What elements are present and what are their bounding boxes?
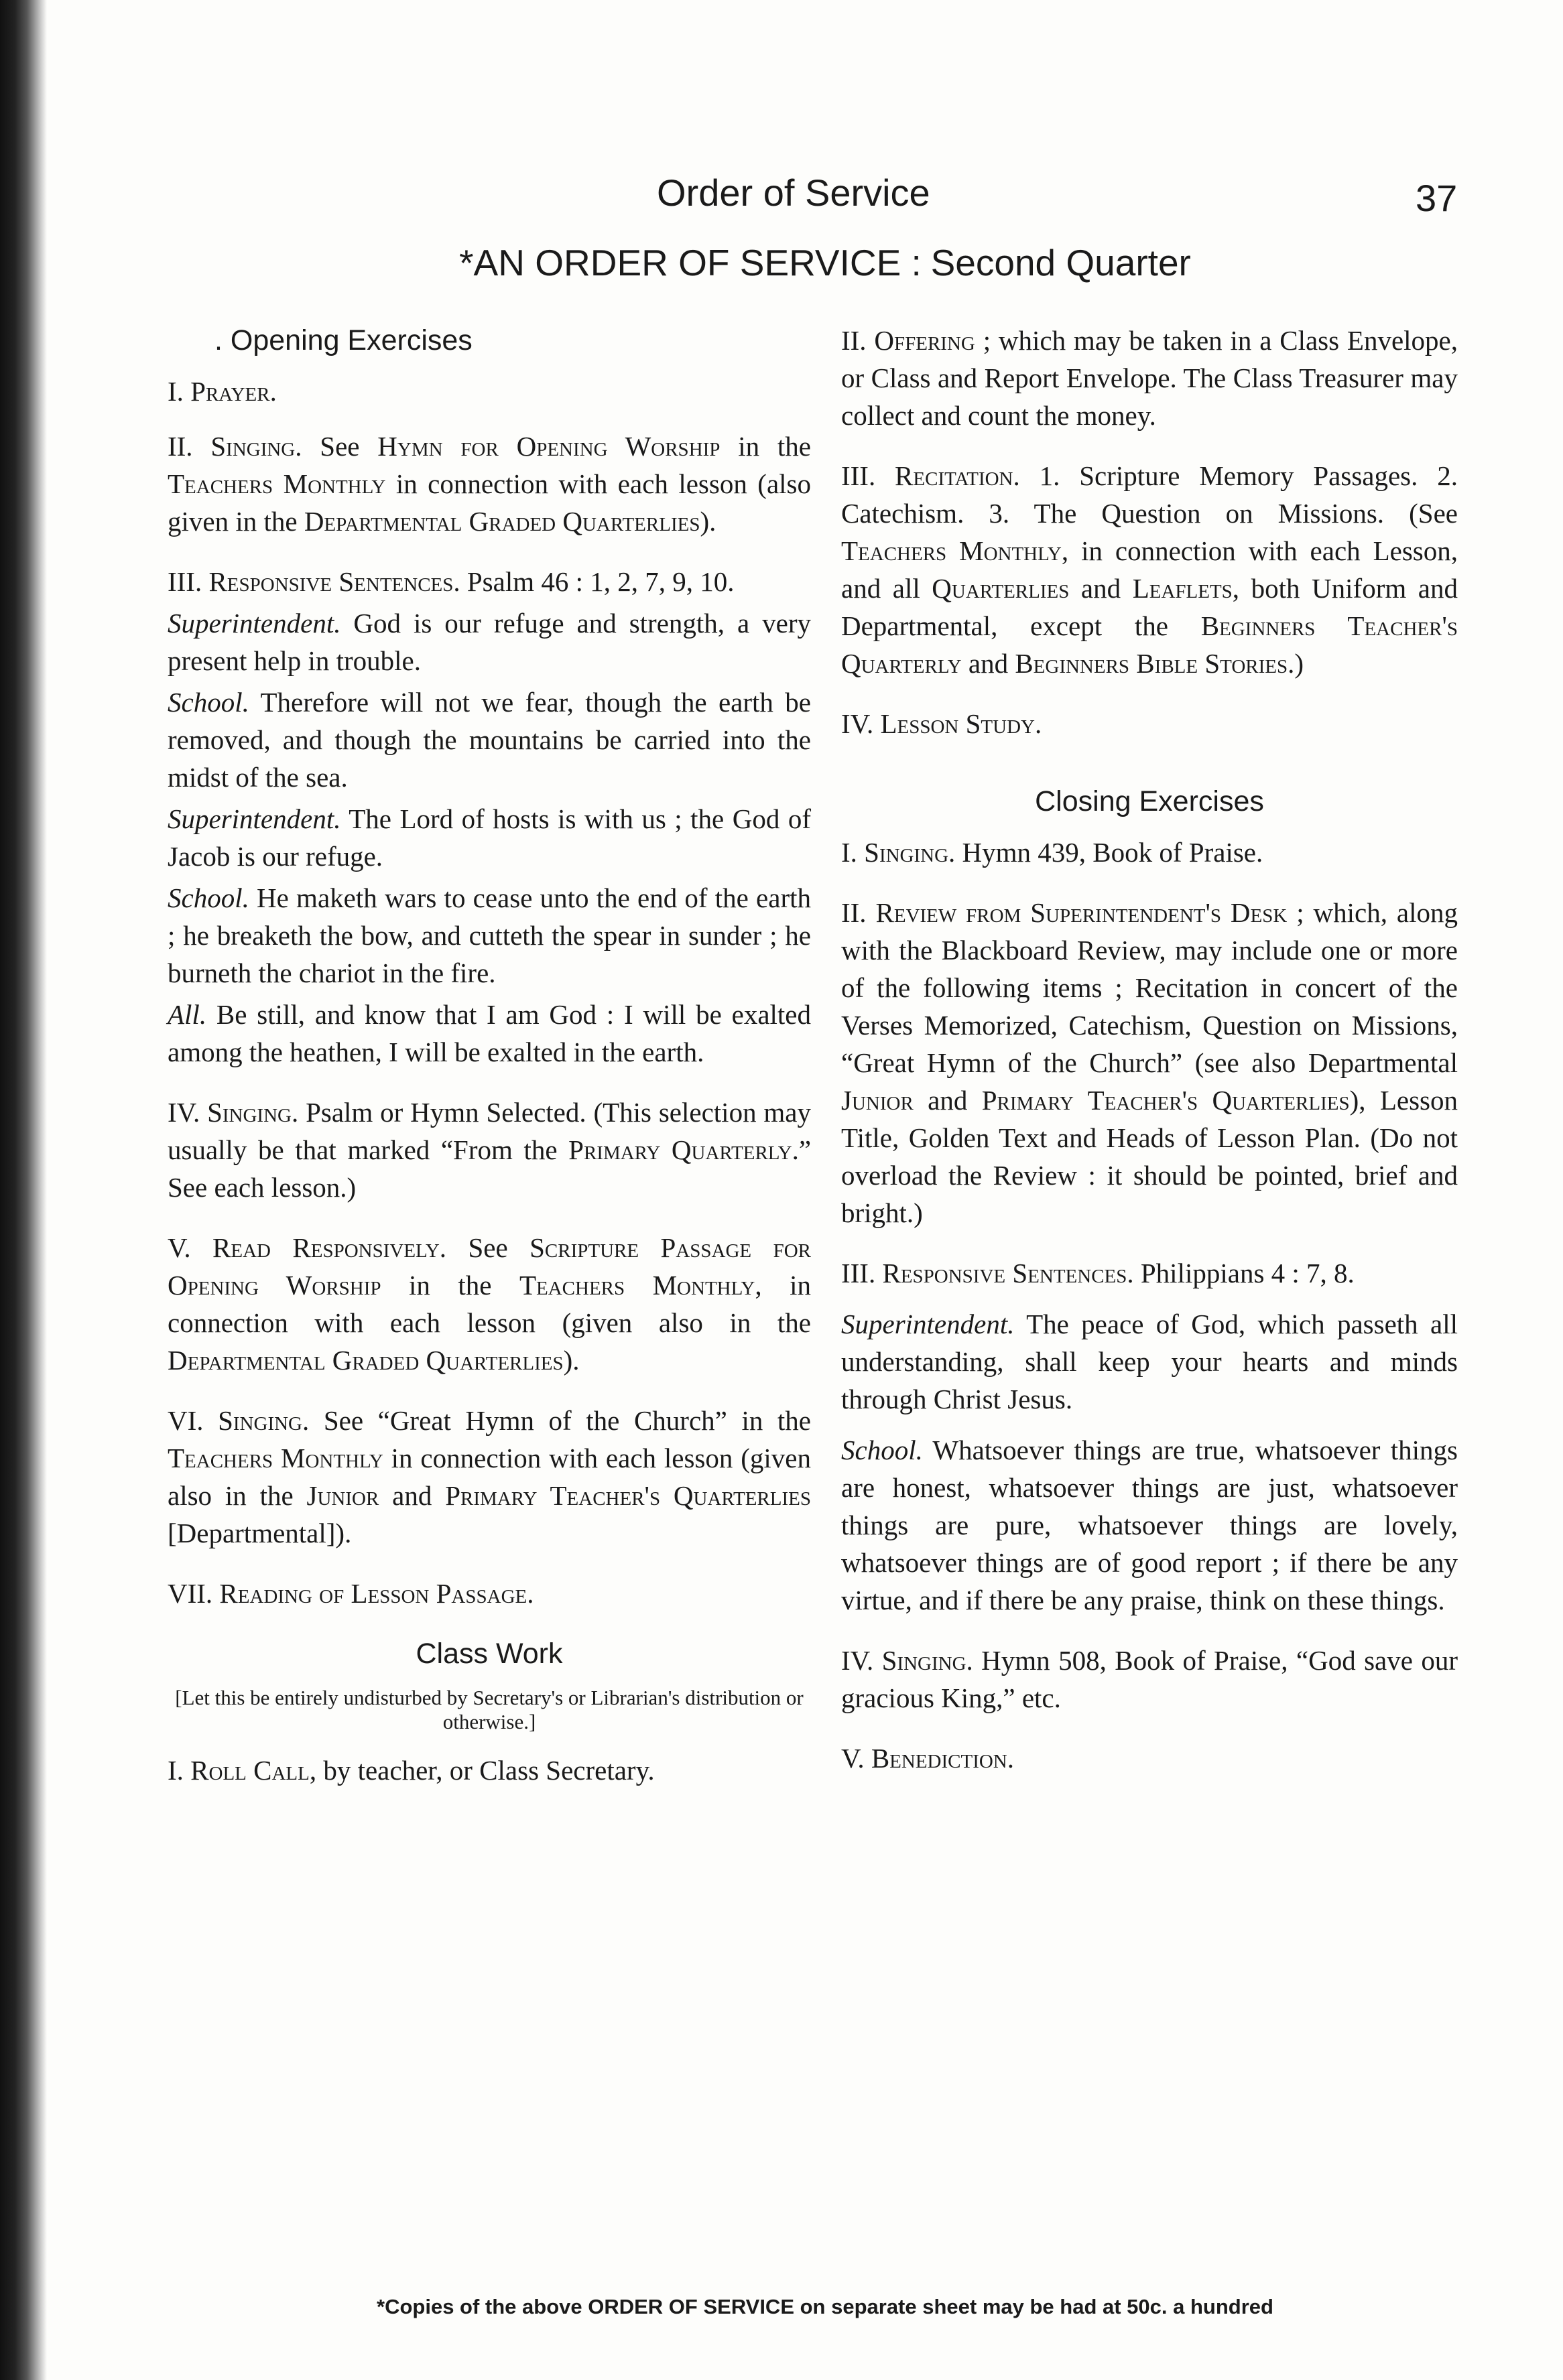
singing-item-3 bbox=[168, 1402, 811, 1552]
publication-ref: Departmental Graded Quarterlies bbox=[168, 1345, 564, 1376]
item-text: .” See each lesson.) bbox=[168, 1134, 812, 1203]
publication-ref: Scripture Passage for Opening Worship bbox=[168, 1232, 811, 1301]
publication-ref: Teachers Monthly bbox=[168, 1443, 383, 1473]
right-column bbox=[841, 322, 1458, 1800]
responsive-line bbox=[168, 604, 811, 679]
item-text: 1. Scripture Memory Passages. 2. Catechism. 3. The Question on Missions. (See bbox=[841, 460, 1458, 529]
line-text: Therefore will not we fear, though the earth be removed, and though the mountains be carried into the midst of the sea. bbox=[168, 687, 811, 793]
item-text: by teacher, or Class Secretary. bbox=[316, 1755, 655, 1786]
final-singing-item bbox=[841, 1642, 1458, 1717]
item-text: and bbox=[379, 1480, 446, 1511]
prayer-item bbox=[168, 373, 811, 410]
singing-item-2 bbox=[168, 1094, 811, 1206]
heading-bullet: . bbox=[214, 324, 223, 356]
read-responsively-item bbox=[168, 1229, 811, 1379]
item-text: in connection with each lesson (also given in the bbox=[168, 468, 811, 537]
lesson-study-item bbox=[841, 705, 1458, 742]
item-label: I. Roll Call, bbox=[168, 1755, 317, 1786]
item-text: .) bbox=[1288, 648, 1304, 679]
speaker: Superintendent. bbox=[168, 608, 341, 639]
item-text: , in connection with each Lesson, and all bbox=[841, 535, 1458, 604]
review-item bbox=[841, 894, 1458, 1232]
opening-exercises-heading bbox=[168, 322, 811, 359]
item-text: ; which may be taken in a Class Envelope, or Class and Report Envelope. The Class Treasurer may collect and count the money. bbox=[841, 325, 1458, 431]
item-text: and bbox=[1069, 573, 1133, 604]
item-label: II. Review from Superintendent's Desk bbox=[841, 897, 1288, 928]
responsive-sentences-item-2 bbox=[841, 1254, 1458, 1292]
item-text: See bbox=[302, 431, 378, 462]
item-label: IV. Singing. bbox=[841, 1645, 973, 1676]
item-text: ). bbox=[563, 1345, 580, 1376]
speaker: Superintendent. bbox=[168, 803, 341, 834]
responsive-line bbox=[168, 800, 811, 875]
reading-item bbox=[168, 1575, 811, 1612]
running-head bbox=[0, 171, 1563, 224]
publication-ref: Primary Teacher's Quarterlies bbox=[445, 1480, 811, 1511]
offering-item bbox=[841, 322, 1458, 434]
page-title bbox=[0, 241, 1563, 284]
responsive-line bbox=[168, 879, 811, 992]
item-text: and bbox=[913, 1085, 982, 1116]
item-label: IV. Lesson Study. bbox=[841, 708, 1042, 739]
speaker: Superintendent. bbox=[841, 1309, 1015, 1339]
item-label: III. Responsive Sentences. bbox=[168, 566, 460, 597]
item-label: VII. Reading of Lesson Passage. bbox=[168, 1578, 534, 1609]
heading-text: Opening Exercises bbox=[230, 324, 473, 356]
item-text: in the bbox=[381, 1270, 519, 1301]
item-text: ; which, along with the Blackboard Review, may include one or more of the following items ; Recitation in concert of the Verses Memorized, Catechism, Question on Missions, “Great Hymn of the Church” (see also Departmental bbox=[841, 897, 1458, 1078]
publication-ref: Junior bbox=[841, 1085, 914, 1116]
line-text: He maketh wars to cease unto the end of the earth ; he breaketh the bow, and cutteth the spear in sunder ; he burneth the chariot in the fire. bbox=[168, 882, 811, 988]
footnote: *Copies of the above ORDER OF SERVICE on separate sheet may be had at 50c. a hundred bbox=[377, 2295, 1273, 2318]
left-column bbox=[168, 322, 811, 1812]
publication-ref: Beginners Bible Stories bbox=[1015, 648, 1288, 679]
item-text: See “Great Hymn of the Church” in the bbox=[309, 1405, 812, 1436]
publication-ref: Quarterlies bbox=[932, 573, 1070, 604]
line-text: Be still, and know that I am God : I will be exalted among the heathen, I will be exalted in the earth. bbox=[168, 999, 811, 1067]
speaker: School. bbox=[168, 882, 249, 913]
publication-ref: Leaflets bbox=[1132, 573, 1233, 604]
singing-item-1 bbox=[168, 427, 811, 540]
page-title-subtitle: Second Quarter bbox=[930, 242, 1191, 283]
publication-ref: Primary Teacher's Quarterlies bbox=[981, 1085, 1350, 1116]
page-title-main: *AN ORDER OF SERVICE : bbox=[459, 242, 922, 283]
item-text: Hymn 508, Book of Praise, “God save our gracious King,” etc. bbox=[841, 1645, 1458, 1713]
item-text: ). bbox=[700, 506, 716, 537]
speaker: School. bbox=[168, 687, 249, 718]
publication-ref: Beginners Teacher's Quarterly bbox=[841, 610, 1458, 679]
line-text: The peace of God, which passeth all understanding, shall keep your hearts and minds through Christ Jesus. bbox=[841, 1309, 1458, 1414]
closing-exercises-heading: Closing Exercises bbox=[1035, 785, 1264, 817]
speaker: School. bbox=[841, 1435, 923, 1465]
publication-ref: Primary Quarterly bbox=[568, 1134, 792, 1165]
publication-ref: Teachers Monthly bbox=[168, 468, 386, 499]
item-label: V. Benediction. bbox=[841, 1743, 1014, 1774]
item-label: V. Read Responsively. bbox=[168, 1232, 447, 1263]
item-text: [Departmental]). bbox=[168, 1518, 352, 1548]
responsive-sentences-item-1 bbox=[168, 563, 811, 600]
line-text: Whatsoever things are true, whatsoever things are honest, whatsoever things are just, whatsoever things are pure, whatsoever things are lovely, whatsoever things are of good report ; if there be any virtue, and if there be any praise, think on these things. bbox=[841, 1435, 1458, 1615]
item-label: I. Prayer. bbox=[168, 376, 277, 407]
item-label: IV. Singing. bbox=[168, 1097, 299, 1128]
running-title: Order of Service bbox=[657, 172, 930, 214]
item-text: , in connection with each lesson (given also in the bbox=[168, 1270, 811, 1338]
scripture-ref: Psalm 46 : 1, 2, 7, 9, 10. bbox=[460, 566, 735, 597]
item-text: ), Lesson Title, Golden Text and Heads of Lesson Plan. (Do not overload the Review : it should be pointed, brief and bright.) bbox=[841, 1085, 1458, 1228]
line-text: The Lord of hosts is with us ; the God of Jacob is our refuge. bbox=[168, 803, 811, 872]
roll-call-item bbox=[168, 1751, 811, 1789]
scripture-ref: Philippians 4 : 7, 8. bbox=[1133, 1258, 1355, 1288]
class-work-heading: Class Work bbox=[416, 1638, 563, 1670]
item-text: in connection with each lesson (given also in the bbox=[168, 1443, 811, 1511]
item-label: III. Responsive Sentences. bbox=[841, 1258, 1134, 1288]
item-label: II. Singing. bbox=[168, 431, 302, 462]
item-text: Psalm or Hymn Selected. (This selection may usually be that marked “From the bbox=[168, 1097, 811, 1165]
publication-ref: Junior bbox=[306, 1480, 379, 1511]
publication-ref: Hymn for Opening Worship bbox=[377, 431, 721, 462]
closing-singing-item bbox=[841, 834, 1458, 871]
benediction-item bbox=[841, 1739, 1458, 1777]
item-label: VI. Singing. bbox=[168, 1405, 310, 1436]
item-label: II. Offering bbox=[841, 325, 975, 356]
responsive-line bbox=[168, 996, 811, 1071]
item-label: I. Singing. bbox=[841, 837, 956, 868]
item-text: See bbox=[446, 1232, 530, 1263]
recitation-item bbox=[841, 457, 1458, 682]
item-text: Hymn 439, Book of Praise. bbox=[955, 837, 1263, 868]
publication-ref: Teachers Monthly bbox=[841, 535, 1062, 566]
page-number: 37 bbox=[1416, 177, 1458, 219]
publication-ref: Departmental Graded Quarterlies bbox=[304, 506, 700, 537]
responsive-line bbox=[841, 1305, 1458, 1418]
class-work-note: [Let this be entirely undisturbed by Secretary's or Librarian's distribution or otherwise.] bbox=[175, 1686, 804, 1733]
item-label: III. Recitation. bbox=[841, 460, 1020, 491]
book-binding-edge bbox=[0, 0, 47, 2380]
publication-ref: Teachers Monthly bbox=[519, 1270, 755, 1301]
speaker: All. bbox=[168, 999, 207, 1030]
responsive-line bbox=[168, 683, 811, 796]
item-text: and bbox=[961, 648, 1015, 679]
responsive-line bbox=[841, 1431, 1458, 1619]
line-text: God is our refuge and strength, a very present help in trouble. bbox=[168, 608, 811, 676]
item-text: , both Uniform and Departmental, except the bbox=[841, 573, 1458, 641]
item-text: in the bbox=[720, 431, 811, 462]
